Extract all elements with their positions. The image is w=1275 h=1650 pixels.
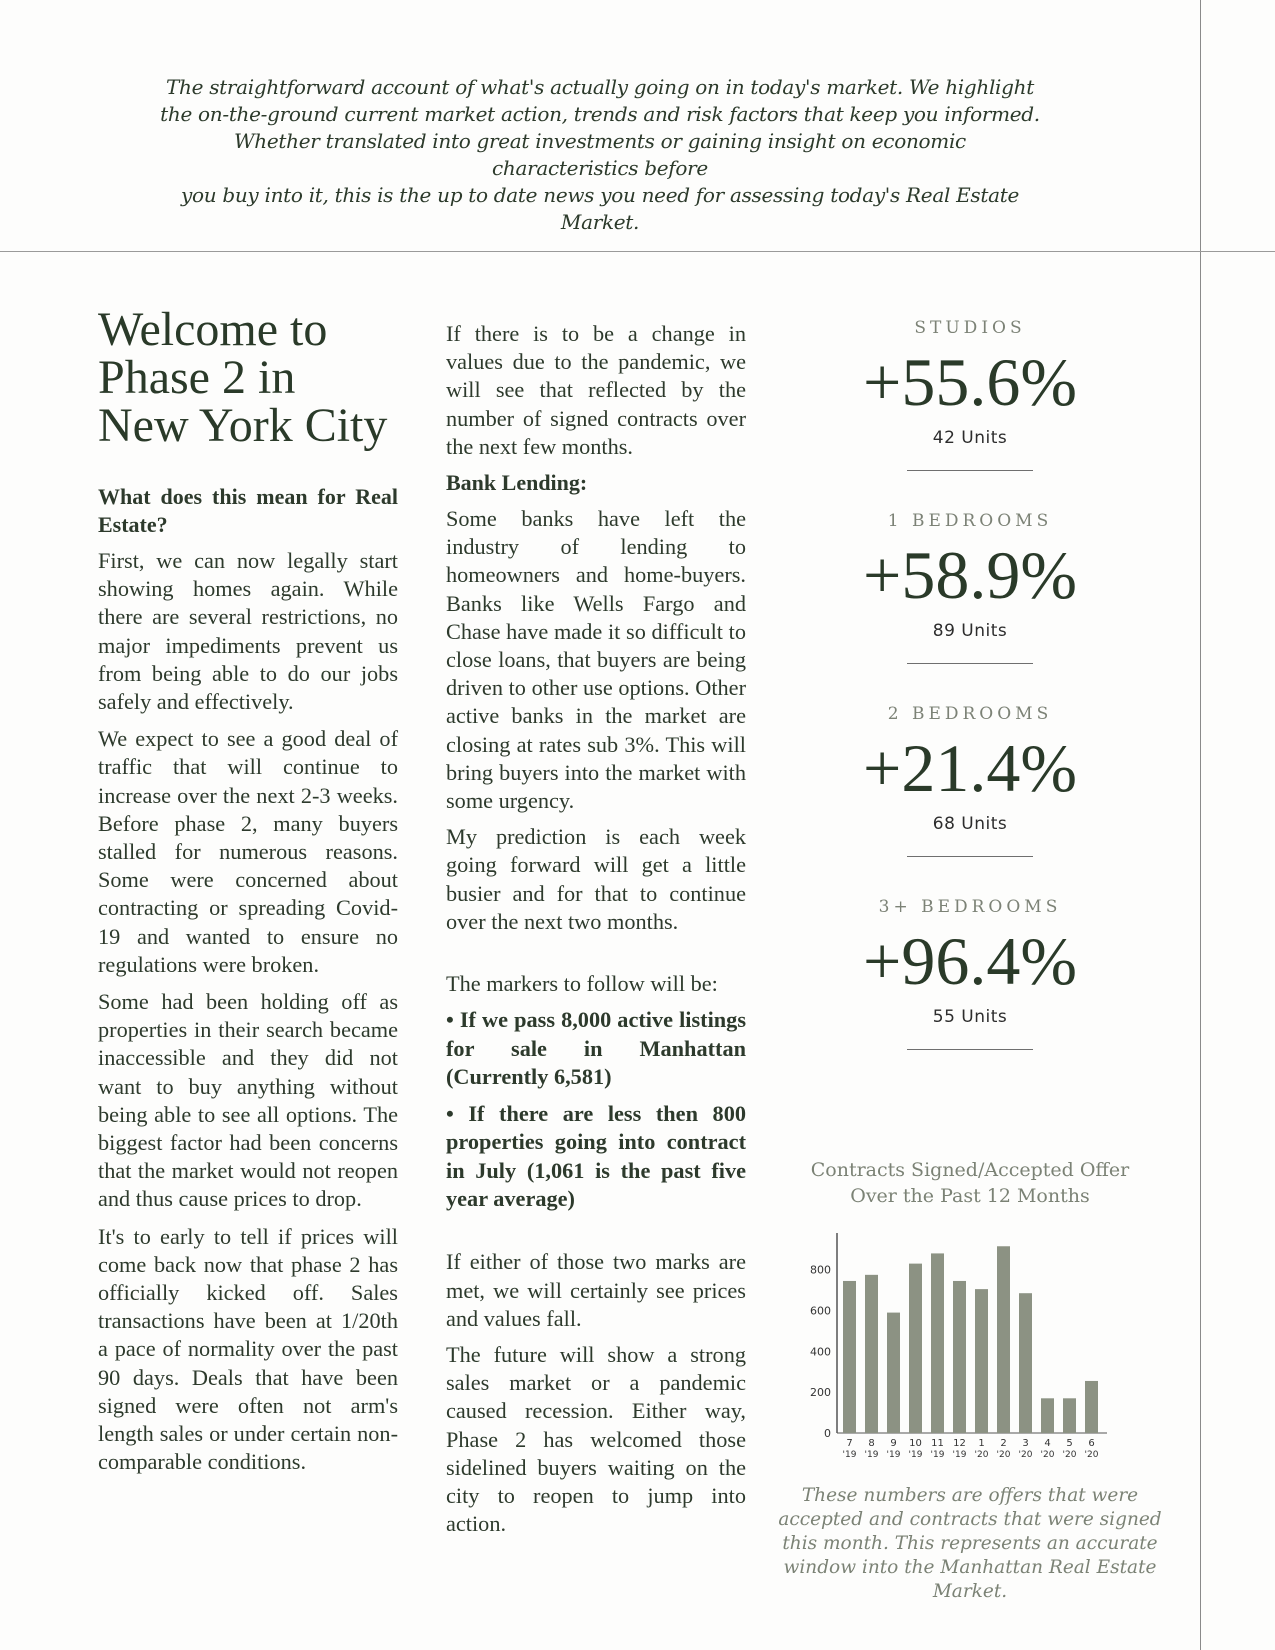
- bar-7-19: [843, 1281, 856, 1433]
- x-tick-month: 6: [1088, 1438, 1095, 1449]
- x-tick-year: '19: [864, 1450, 879, 1460]
- stat-3-plus-bedrooms: [780, 897, 1160, 1050]
- stat-divider: [907, 1049, 1033, 1050]
- stat-label: 1 BEDROOMS: [887, 511, 1053, 531]
- markers-intro: The markers to follow will be:: [446, 971, 718, 997]
- x-tick-month: 7: [846, 1438, 853, 1449]
- x-tick-year: '19: [952, 1450, 967, 1460]
- bar-1-20: [975, 1289, 988, 1433]
- stat-units: 55 Units: [932, 1007, 1008, 1027]
- paragraph: It's to early to tell if prices will come back now that phase 2 has officially kicked off. Sales transactions have been at 1/20th a pace of normality over the past 90 days. Deals that have been signed were often not arm's length sales or under certain non-comparable conditions.: [98, 1223, 398, 1475]
- stat-divider: [907, 470, 1033, 471]
- title-line: Phase 2 in: [98, 351, 296, 404]
- chart-title-line: Over the Past 12 Months: [850, 1185, 1090, 1207]
- stat-units: 89 Units: [932, 621, 1008, 641]
- paragraph: Some banks have left the industry of lending to homeowners and home-buyers. Banks like Wells Fargo and Chase have made it so difficult to close loans, that buyers are being driven to other use options. Other active banks in the market are closing at rates sub 3%. This will bring buyers into the market with some urgency.: [446, 506, 746, 814]
- title-line: Welcome to: [98, 303, 328, 356]
- stat-units: 42 Units: [932, 428, 1008, 448]
- stats-column: [780, 318, 1160, 1090]
- x-tick-month: 2: [1000, 1438, 1007, 1449]
- bank-lending-heading: Bank Lending:: [446, 470, 588, 496]
- bar-2-20: [997, 1246, 1010, 1433]
- x-tick-month: 1: [978, 1438, 985, 1449]
- article-column-1: [98, 303, 398, 1486]
- x-tick-year: '20: [974, 1450, 989, 1460]
- paragraph: Some had been holding off as properties in their search became inaccessible and they did not want to buy anything without being able to see all options. The biggest factor had been concerns that the market would not reopen and thus cause prices to drop.: [98, 989, 398, 1212]
- stat-divider: [907, 663, 1033, 664]
- y-tick-label: 200: [810, 1386, 831, 1400]
- bar-3-20: [1019, 1293, 1032, 1433]
- marker-bullet: • If there are less then 800 properties going into contract in July (1,061 is the past five year average): [446, 1101, 746, 1212]
- bar-12-19: [953, 1281, 966, 1433]
- x-tick-year: '20: [996, 1450, 1011, 1460]
- chart-title-line: Contracts Signed/Accepted Offer: [810, 1159, 1130, 1181]
- stat-2-bedrooms: [780, 704, 1160, 857]
- x-tick-year: '20: [1062, 1450, 1077, 1460]
- x-tick-month: 3: [1022, 1438, 1029, 1449]
- x-tick-month: 4: [1044, 1438, 1051, 1449]
- intro-line: Whether translated into great investments or gaining insight on economic characteristics before: [234, 129, 966, 180]
- paragraph: If either of those two marks are met, we will certainly see prices and values fall.: [446, 1249, 746, 1331]
- x-tick-year: '19: [930, 1450, 945, 1460]
- paragraph: My prediction is each week going forward will get a little busier and for that to continue over the next two months.: [446, 824, 746, 934]
- x-tick-month: 9: [890, 1438, 897, 1449]
- x-tick-year: '20: [1040, 1450, 1055, 1460]
- y-tick-label: 600: [810, 1304, 831, 1318]
- x-tick-year: '19: [886, 1450, 901, 1460]
- x-tick-month: 5: [1066, 1438, 1073, 1449]
- title-line: New York City: [98, 399, 388, 452]
- x-tick-month: 12: [953, 1438, 966, 1449]
- bar-4-20: [1041, 1398, 1054, 1433]
- chart-caption: These numbers are offers that were accepted and contracts that were signed this month. This represents an accurate window into the Manhattan Real Estate Market.: [778, 1485, 1162, 1602]
- bar-9-19: [887, 1313, 900, 1433]
- x-tick-month: 8: [868, 1438, 875, 1449]
- stat-units: 68 Units: [932, 814, 1008, 834]
- marker-bullet: • If we pass 8,000 active listings for sale in Manhattan (Currently 6,581): [446, 1007, 746, 1089]
- stat-value: +21.4%: [863, 730, 1077, 806]
- bar-5-20: [1063, 1398, 1076, 1433]
- bar-8-19: [865, 1275, 878, 1433]
- paragraph: The future will show a strong sales market or a pandemic caused recession. Either way, Phase 2 has welcomed those sidelined buyers waiting on the city to reopen to jump into action.: [446, 1341, 746, 1537]
- bar-11-19: [931, 1253, 944, 1433]
- y-tick-label: 800: [810, 1263, 831, 1277]
- bar-10-19: [909, 1264, 922, 1433]
- stat-1-bedrooms: [780, 511, 1160, 664]
- article-column-2: [446, 320, 746, 1546]
- stat-value: +96.4%: [863, 923, 1077, 999]
- paragraph: We expect to see a good deal of traffic that will continue to increase over the next 2-3 weeks. Before phase 2, many buyers stalled for numerous reasons. Some were concerned about contracting or spreading Covid-19 and wanted to ensure no regulations were broken.: [98, 726, 398, 977]
- stat-label: 2 BEDROOMS: [887, 704, 1053, 724]
- intro-line: the on-the-ground current market action, trends and risk factors that keep you informed.: [160, 102, 1040, 126]
- stat-label: 3+ BEDROOMS: [878, 897, 1062, 917]
- intro-line: you buy into it, this is the up to date news you need for assessing today's Real Estate Market.: [180, 183, 1020, 234]
- x-tick-year: '20: [1084, 1450, 1099, 1460]
- paragraph: If there is to be a change in values due to the pandemic, we will see that reflected by the number of signed contracts over the next few months.: [446, 321, 746, 459]
- stat-studios: [780, 318, 1160, 471]
- x-tick-year: '19: [842, 1450, 857, 1460]
- bar-6-20: [1085, 1381, 1098, 1433]
- paragraph: First, we can now legally start showing homes again. While there are several restrictions, no major impediments prevent us from being able to do our jobs safely and effectively.: [98, 548, 398, 715]
- header-divider: [0, 251, 1275, 252]
- stat-value: +58.9%: [863, 537, 1077, 613]
- article-title: [98, 303, 398, 452]
- intro-line: The straightforward account of what's actually going on in today's market. We highlight: [166, 75, 1034, 99]
- x-tick-year: '19: [908, 1450, 923, 1460]
- intro-blurb: [160, 74, 1040, 236]
- article-subhead: What does this mean for Real Estate?: [98, 484, 398, 537]
- y-tick-label: 0: [824, 1427, 831, 1440]
- stat-label: STUDIOS: [914, 318, 1026, 338]
- y-tick-label: 400: [810, 1345, 831, 1359]
- x-tick-month: 11: [931, 1438, 944, 1449]
- x-tick-month: 10: [909, 1438, 922, 1449]
- stat-divider: [907, 856, 1033, 857]
- right-margin-rule: [1200, 0, 1201, 1650]
- x-tick-year: '20: [1018, 1450, 1033, 1460]
- stat-value: +55.6%: [863, 344, 1077, 420]
- contracts-bar-chart: [780, 1225, 1110, 1465]
- chart-title: [780, 1157, 1160, 1209]
